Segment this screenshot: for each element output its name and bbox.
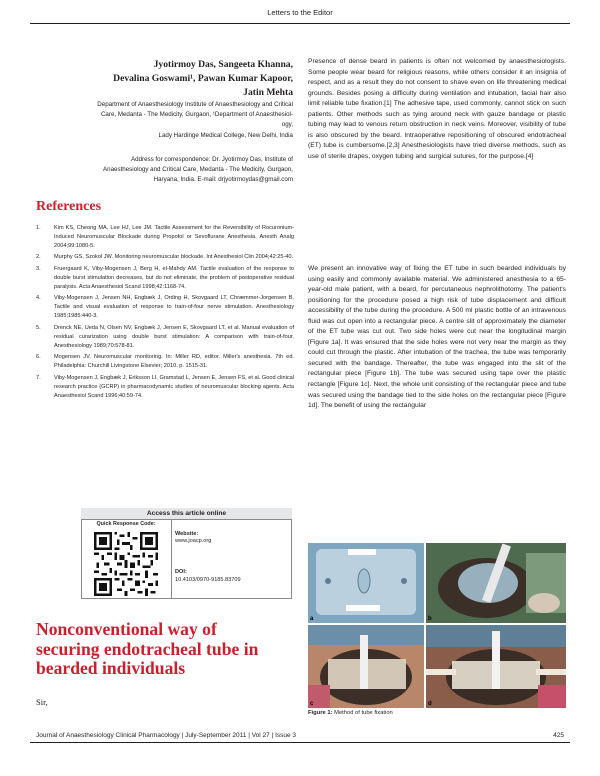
reference-item bbox=[36, 324, 294, 351]
website-label: Website: bbox=[175, 531, 199, 537]
reference-number: 5. bbox=[36, 324, 41, 331]
article-title-line: Nonconventional way of bbox=[36, 619, 217, 639]
reference-item bbox=[36, 353, 294, 371]
figure-panel-c bbox=[308, 625, 424, 708]
correspondence-address bbox=[36, 155, 293, 186]
reference-text: Murphy GS, Szokol JW. Monitoring neuromuscular blockade. Int Anesthesiol Clin 2004;42:25-40. bbox=[54, 254, 294, 261]
figure-caption bbox=[308, 710, 393, 716]
access-box-divider bbox=[171, 520, 172, 599]
reference-item bbox=[36, 253, 294, 262]
tube-slit-image bbox=[426, 543, 566, 623]
reference-text: Drenck NE, Ueda N, Olsen NV, Engbæk J, Jensen E, Skovgaard LT, et al. Manual evaluation of residual curarization using double burst stimulation: A comparison with train-of-four. Anesthesiology 1989;70:578-81. bbox=[54, 324, 294, 349]
reference-text: Viby-Mogensen J, Jensen NH, Engbæk J, Ording H, Skovgaard LT, Chræmmer-Jorgensen B. Tactile and visual evaluation of response to train-of-four nerve stimulation. Anesthesiology 1985;1985:440-3. bbox=[54, 295, 294, 320]
doi-value[interactable]: 10.4103/0970-9185.83709 bbox=[175, 577, 241, 583]
figure-caption-label: Figure 1: bbox=[308, 710, 333, 716]
access-box-title: Access this article online bbox=[81, 508, 292, 520]
reference-list bbox=[36, 224, 294, 403]
qr-code-icon[interactable] bbox=[94, 532, 158, 596]
reference-number: 3. bbox=[36, 265, 41, 272]
body-paragraph: We present an innovative way of fixing the ET tube in such bearded individuals by using easily and commonly available material. We administered anesthesia to a 65-year-old male patient, with a beard, for percutaneous nephrolithotomy. The patient's positioning for the procedure posed a high risk of tube displacement and difficult accessibility of the tube during the procedure. A 500 ml plastic bottle of an intravenous fluid was cut open into a rectangular piece. A centre slit of approximately the diameter of the ET tube was cut out. Two side holes were cut near the longitudinal margin [Figure 1a]. It was ensured that the side holes were not very near the margin as they could cut through the plastic. After intubation of the trachea, the tube was temporarily secured with the bandage. Thereafter, the tube was engaged into the slit of the rectangular piece [Figure 1b]. The tube was secured using tape over the plastic rectangle [Figure 1c]. Next, the whole unit consisting of the rectangular piece and tube was secured using the bandage tied to the side holes on the rectangular piece [Figure 1d]. The benefit of using the rectangular bbox=[308, 265, 566, 410]
panel-label: c bbox=[310, 701, 314, 707]
body-paragraph: Presence of dense beard in patients is often not welcomed by anaesthesiologists. Some people wear beard for religious reasons, while others consider it an insignia of respect, and as a result they do not consent to shave even on life threatening medical grounds. Besides posing a difficulty during ventilation and intubation, facial hair also limit reliable tube fixation.[1] The adhesive tape, used commonly, cannot stick on such patients. Other methods such as tying around neck with gauze bandage or plastic tubing may lead to venous return obstruction in neck veins. Moreover, visibility of tube is also obscured by the beard. Intraoperative repositioning of obscured endotracheal (ET) tube is cumbersome.[2,3] Anesthesiologists have tried diverse methods, such as use of sterile drapes, oxygen tubing and surgical sutures, for the purpose.[4] bbox=[308, 58, 566, 160]
article-title-line: securing endotracheal tube in bbox=[36, 638, 259, 659]
panel-label: d bbox=[428, 701, 432, 707]
reference-item bbox=[36, 374, 294, 401]
reference-number: 4. bbox=[36, 295, 41, 302]
affiliation bbox=[36, 100, 293, 141]
affiliation-line: Department of Anaesthesiology Institute of Anaesthesiology and Critical bbox=[97, 101, 293, 108]
author-line: Devalina Goswami¹, Pawan Kumar Kapoor, bbox=[113, 73, 293, 84]
affiliation-line: Lady Hardinge Medical College, New Delhi, India bbox=[158, 131, 293, 139]
reference-text: Viby-Mogensen J, Engbæk J, Eriksson LI, Gramstad L, Jensen E, Jensen FS, et al. Good clinical research practice (GCRP) in pharmacodynamic studies of neuromuscular blocking agents. Acta Anaesthesiol Scand 1996;40:59-74. bbox=[54, 374, 294, 399]
reference-number: 7. bbox=[36, 374, 41, 381]
panel-label: b bbox=[428, 616, 432, 622]
page-number: 425 bbox=[553, 732, 564, 739]
panel-label: a bbox=[310, 616, 314, 622]
article-title-line: bearded individuals bbox=[36, 658, 186, 678]
reference-number: 1. bbox=[36, 225, 41, 231]
correspondence-line: Anaesthesiology and Critical Care, Medanta - The Medicity, Gurgaon, bbox=[103, 166, 293, 174]
salutation: Sir, bbox=[36, 697, 48, 707]
tape-fixation-image bbox=[308, 625, 424, 708]
author-line: Jyotirmoy Das, Sangeeta Khanna, bbox=[153, 59, 293, 70]
figure-panel-b bbox=[426, 543, 566, 623]
reference-number: 2. bbox=[36, 254, 41, 261]
website-link[interactable]: www.joacp.org bbox=[175, 538, 212, 544]
reference-item bbox=[36, 294, 294, 321]
reference-item bbox=[36, 224, 294, 251]
bandage-fixation-image bbox=[426, 625, 566, 708]
running-header: Letters to the Editor bbox=[267, 8, 333, 17]
references-heading: References bbox=[36, 199, 102, 214]
figure-panel-d bbox=[426, 625, 566, 708]
doi-label: DOI: bbox=[175, 569, 187, 575]
reference-number: 6. bbox=[36, 354, 41, 361]
figure-caption-text: Method of tube fixation bbox=[334, 710, 393, 716]
reference-text: Mogensen JV. Neuromuscular monitoring. In: Miller RD, editor. Miller's anesthesia. 7th ed. Philadelphia: Churchill Livingstone Elsevier; 2010. p. 1515-31. bbox=[54, 354, 294, 370]
qr-label: Quick Response Code: bbox=[96, 521, 156, 527]
affiliation-line: ogy, bbox=[281, 121, 293, 129]
correspondence-line: Address for correspondence: Dr. Jyotirmoy Das, Institute of bbox=[131, 156, 293, 163]
affiliation-line: Care, Medanta - The Medicity, Gurgaon, ¹Department of Anaesthesiol- bbox=[100, 111, 293, 119]
reference-text: Fruergaard K, Viby-Mogensen J, Berg H, el-Mahdy AM. Tactile evaluation of the response to double burst stimulation decreases, but do not eliminate, the problem of postoperative residual paralysis. Acta Anaesthesiol Scand 1998;42:1168-74. bbox=[54, 265, 294, 290]
author-line: Jatin Mehta bbox=[243, 87, 293, 98]
author-list bbox=[36, 58, 293, 100]
figure-panel-a bbox=[308, 543, 424, 623]
correspondence-line: Haryana, India. E-mail: drjyotirmoydas@gmail.com bbox=[153, 176, 293, 184]
figure-1 bbox=[308, 543, 566, 708]
article-title bbox=[36, 620, 296, 679]
plastic-piece-image bbox=[308, 543, 424, 623]
header-divider bbox=[30, 23, 570, 24]
reference-text: Kim KS, Cheong MA, Lee HJ, Lee JM. Tactile Assessment for the Reversibility of Rocuronium-Induced Neuromuscular Blockade during Propofol or Sevoflurane Anesthesia. Anesth Analg 2004;99:1080-5. bbox=[54, 225, 294, 250]
journal-footer: Journal of Anaesthesiology Clinical Pharmacology | July-September 2011 | Vol 27 | Issue 3 bbox=[36, 732, 297, 739]
footer-divider bbox=[30, 742, 570, 743]
reference-item bbox=[36, 265, 294, 292]
